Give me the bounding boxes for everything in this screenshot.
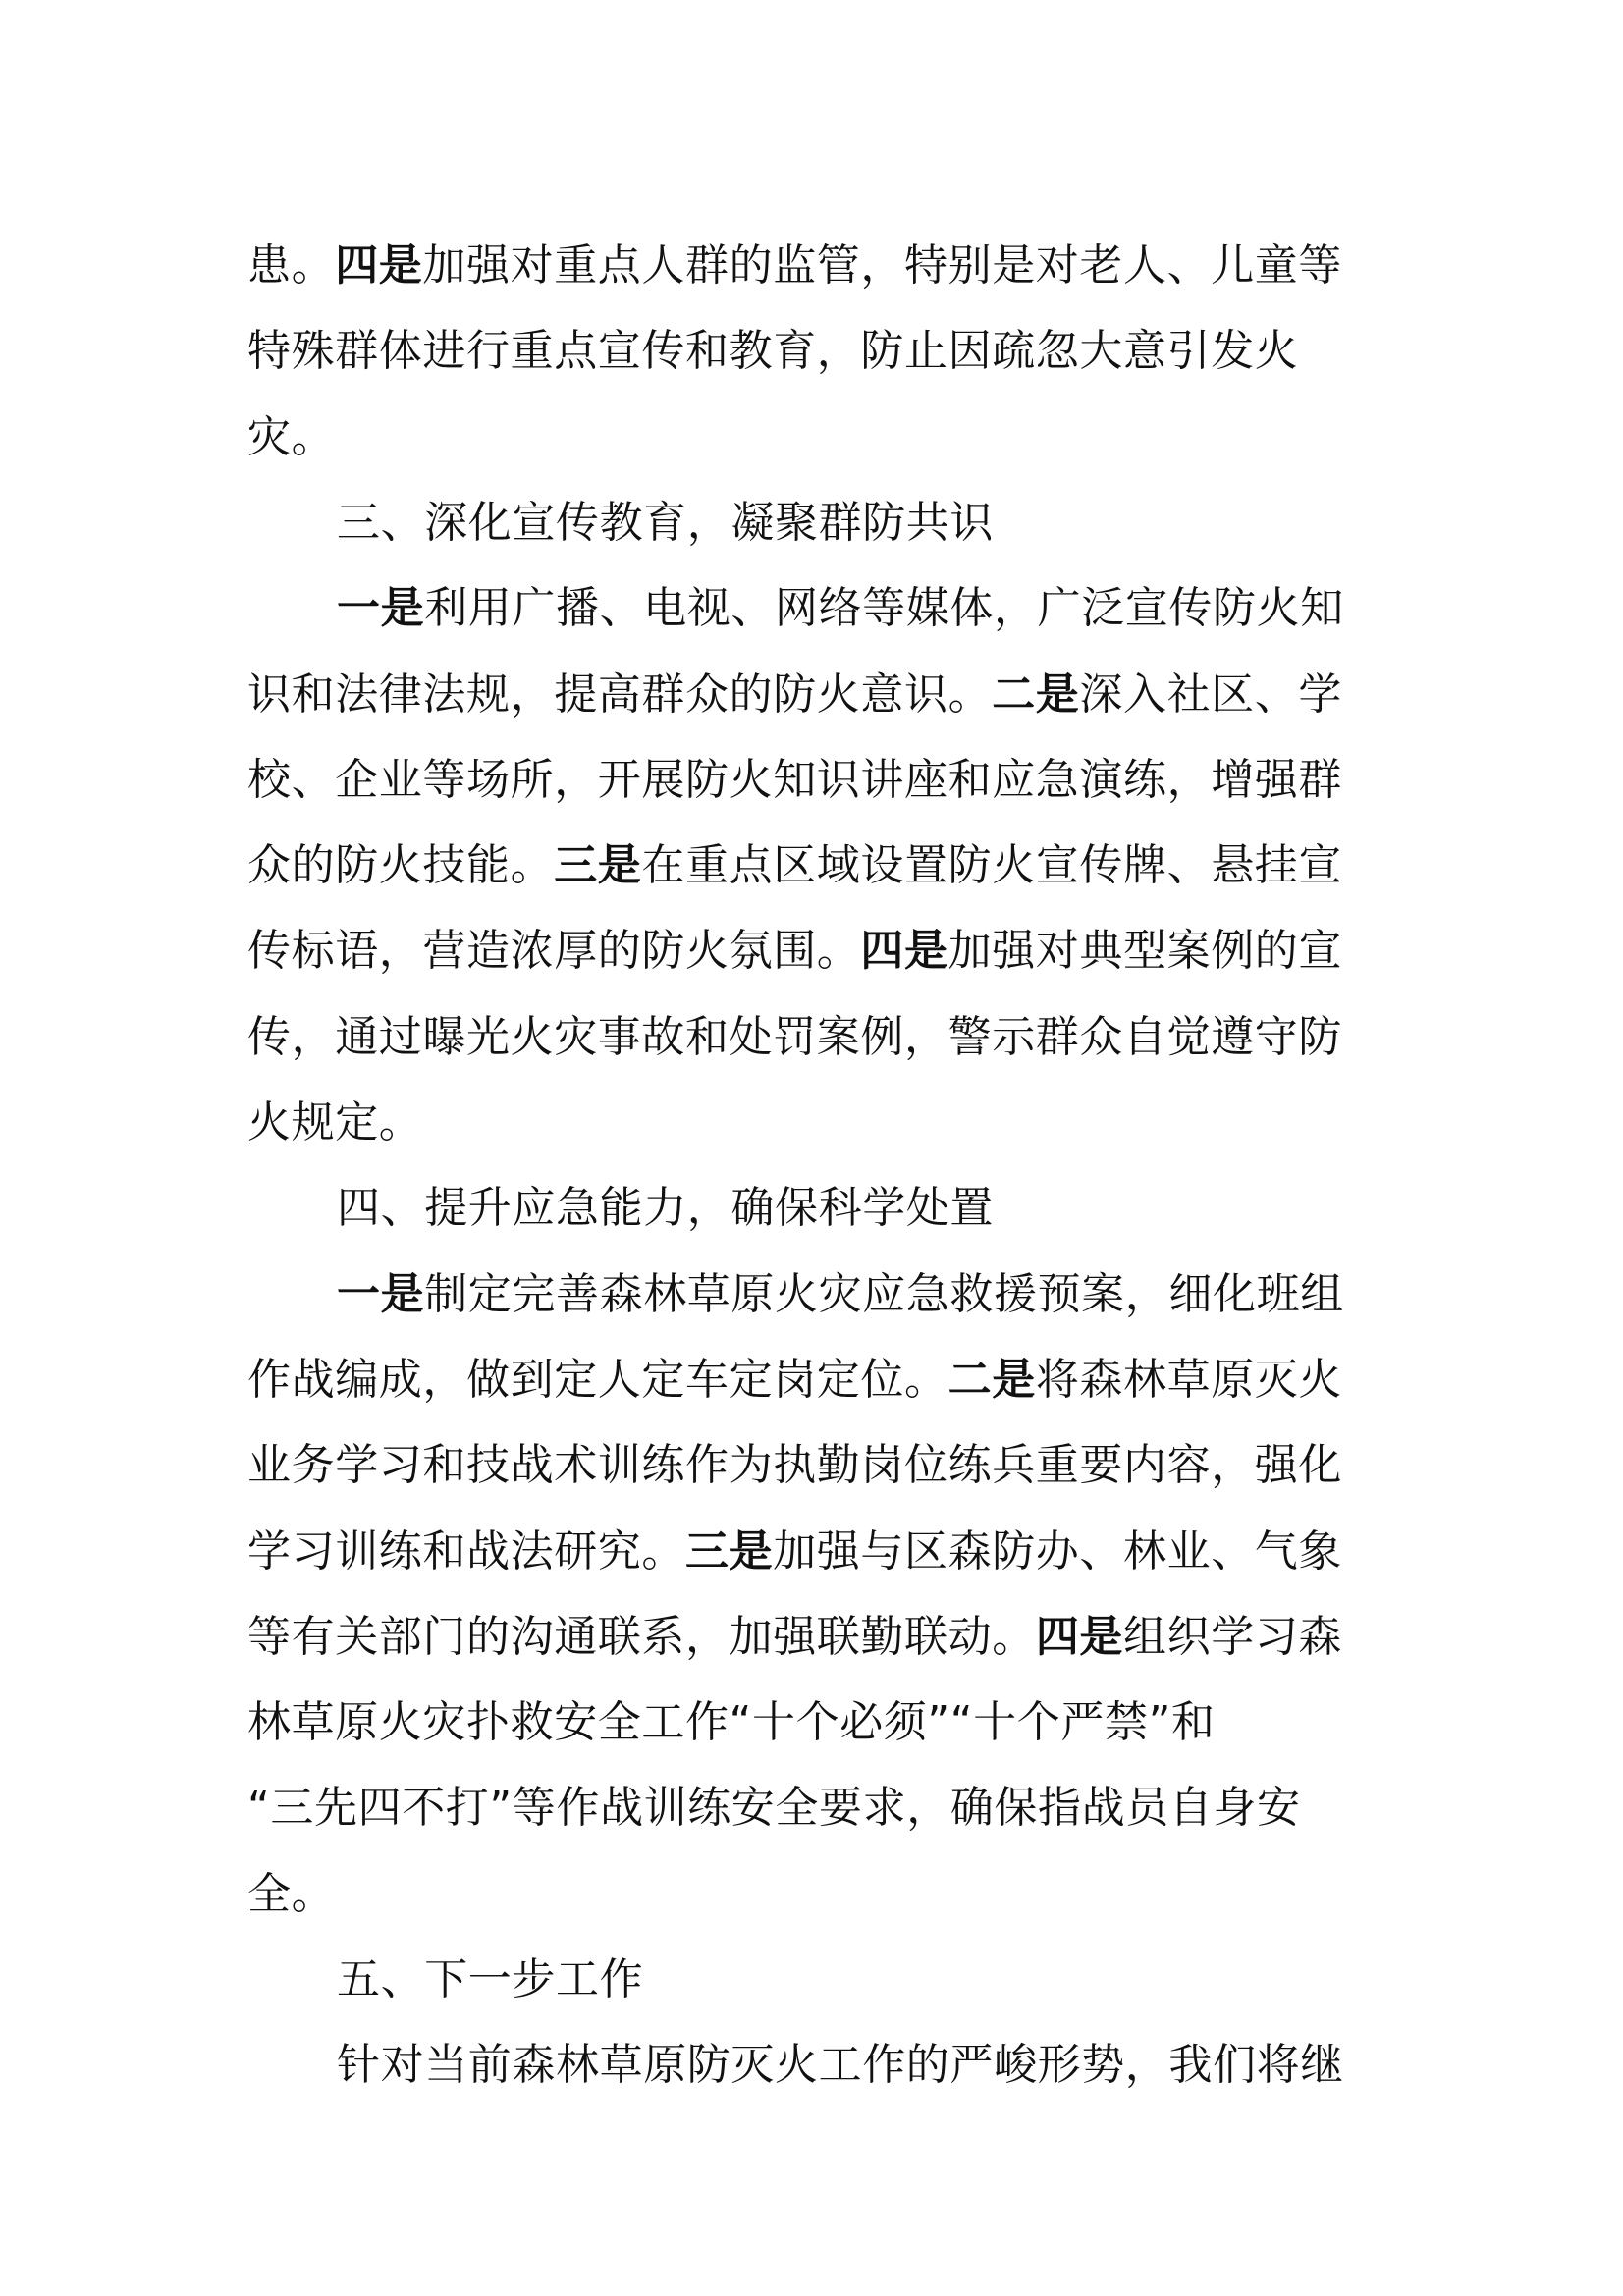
text-segment: 加强对典型案例的宣: [947, 926, 1343, 976]
text-segment: 众的防火技能。: [247, 840, 555, 890]
text-segment: 三、深化宣传教育，凝聚群防共识: [337, 498, 994, 548]
text-line: [247, 652, 1342, 737]
text-segment: 业务学习和技战术训练作为执勤岗位练兵重要内容，强化: [247, 1440, 1342, 1490]
text-line: [247, 994, 1342, 1080]
text-line: [247, 1851, 335, 1937]
text-segment: 针对当前森林草原防灭火工作的严峻形势，我们将继: [337, 2040, 1344, 2090]
text-line: [247, 1337, 1342, 1422]
text-segment: 加强对重点人群的监管，特别是对老人、儿童等: [422, 240, 1343, 291]
text-segment: 传，通过曝光火灾事故和处罚案例，警示群众自觉遵守防: [247, 1012, 1342, 1062]
text-segment: 利用广播、电视、网络等媒体，广泛宣传防火知: [424, 583, 1344, 633]
text-line: [247, 1765, 1301, 1850]
text-segment: 在重点区域设置防火宣传牌、悬挂宣: [641, 840, 1343, 890]
section-heading: [337, 1165, 994, 1251]
text-segment: 四、提升应急能力，确保科学处置: [337, 1183, 994, 1233]
text-line: [247, 1680, 1216, 1765]
text-segment: 识和法律法规，提高群众的防火意识。: [247, 669, 993, 720]
text-segment: 深入社区、学: [1079, 669, 1343, 720]
text-line: [247, 223, 1342, 308]
text-line: [337, 2022, 1344, 2108]
text-segment: 灾。: [247, 412, 336, 462]
section-heading: [337, 480, 994, 565]
bold-lead-phrase: 四是: [860, 926, 948, 976]
bold-lead-phrase: 四是: [335, 240, 423, 291]
text-segment: 特殊群体进行重点宣传和教育，防止因疏忽大意引发火: [247, 326, 1299, 376]
section-heading: [337, 1937, 643, 2022]
text-line: [247, 908, 1342, 993]
bold-lead-phrase: 四是: [1035, 1612, 1124, 1662]
text-line: [247, 737, 1342, 823]
text-segment: 制定完善森林草原火灾应急救援预案，细化班组: [424, 1269, 1344, 1319]
text-line: [337, 565, 1344, 651]
bold-lead-phrase: 一是: [337, 1269, 425, 1319]
text-segment: 等有关部门的沟通联系，加强联勤联动。: [247, 1612, 1036, 1662]
text-segment: 将森林草原灭火: [1035, 1355, 1343, 1405]
text-line: [247, 1422, 1342, 1508]
text-line: [247, 1594, 1342, 1680]
text-segment: “三先四不打”等作战训练安全要求，确保指战员自身安: [247, 1783, 1301, 1833]
text-segment: 患。: [247, 240, 336, 291]
text-line: [247, 1509, 1342, 1594]
text-segment: 校、企业等场所，开展防火知识讲座和应急演练，增强群: [247, 755, 1342, 805]
text-line: [337, 1252, 1344, 1337]
bold-lead-phrase: 二是: [947, 1355, 1036, 1405]
text-line: [247, 395, 335, 480]
text-segment: 五、下一步工作: [337, 1954, 644, 2004]
text-segment: 全。: [247, 1869, 336, 1919]
bold-lead-phrase: 一是: [337, 583, 425, 633]
text-segment: 传标语，营造浓厚的防火氛围。: [247, 926, 861, 976]
text-line: [247, 823, 1342, 908]
bold-lead-phrase: 二是: [992, 669, 1080, 720]
bold-lead-phrase: 三是: [554, 840, 642, 890]
text-segment: 作战编成，做到定人定车定岗定位。: [247, 1355, 948, 1405]
text-segment: 火规定。: [247, 1097, 423, 1148]
bold-lead-phrase: 三是: [685, 1526, 774, 1576]
text-segment: 组织学习森: [1123, 1612, 1343, 1662]
text-segment: 学习训练和战法研究。: [247, 1526, 685, 1576]
text-segment: 加强与区森防办、林业、气象: [773, 1526, 1343, 1576]
text-line: [247, 308, 1298, 394]
text-line: [247, 1080, 422, 1165]
text-segment: 林草原火灾扑救安全工作“十个必须”“十个严禁”和: [247, 1697, 1216, 1747]
